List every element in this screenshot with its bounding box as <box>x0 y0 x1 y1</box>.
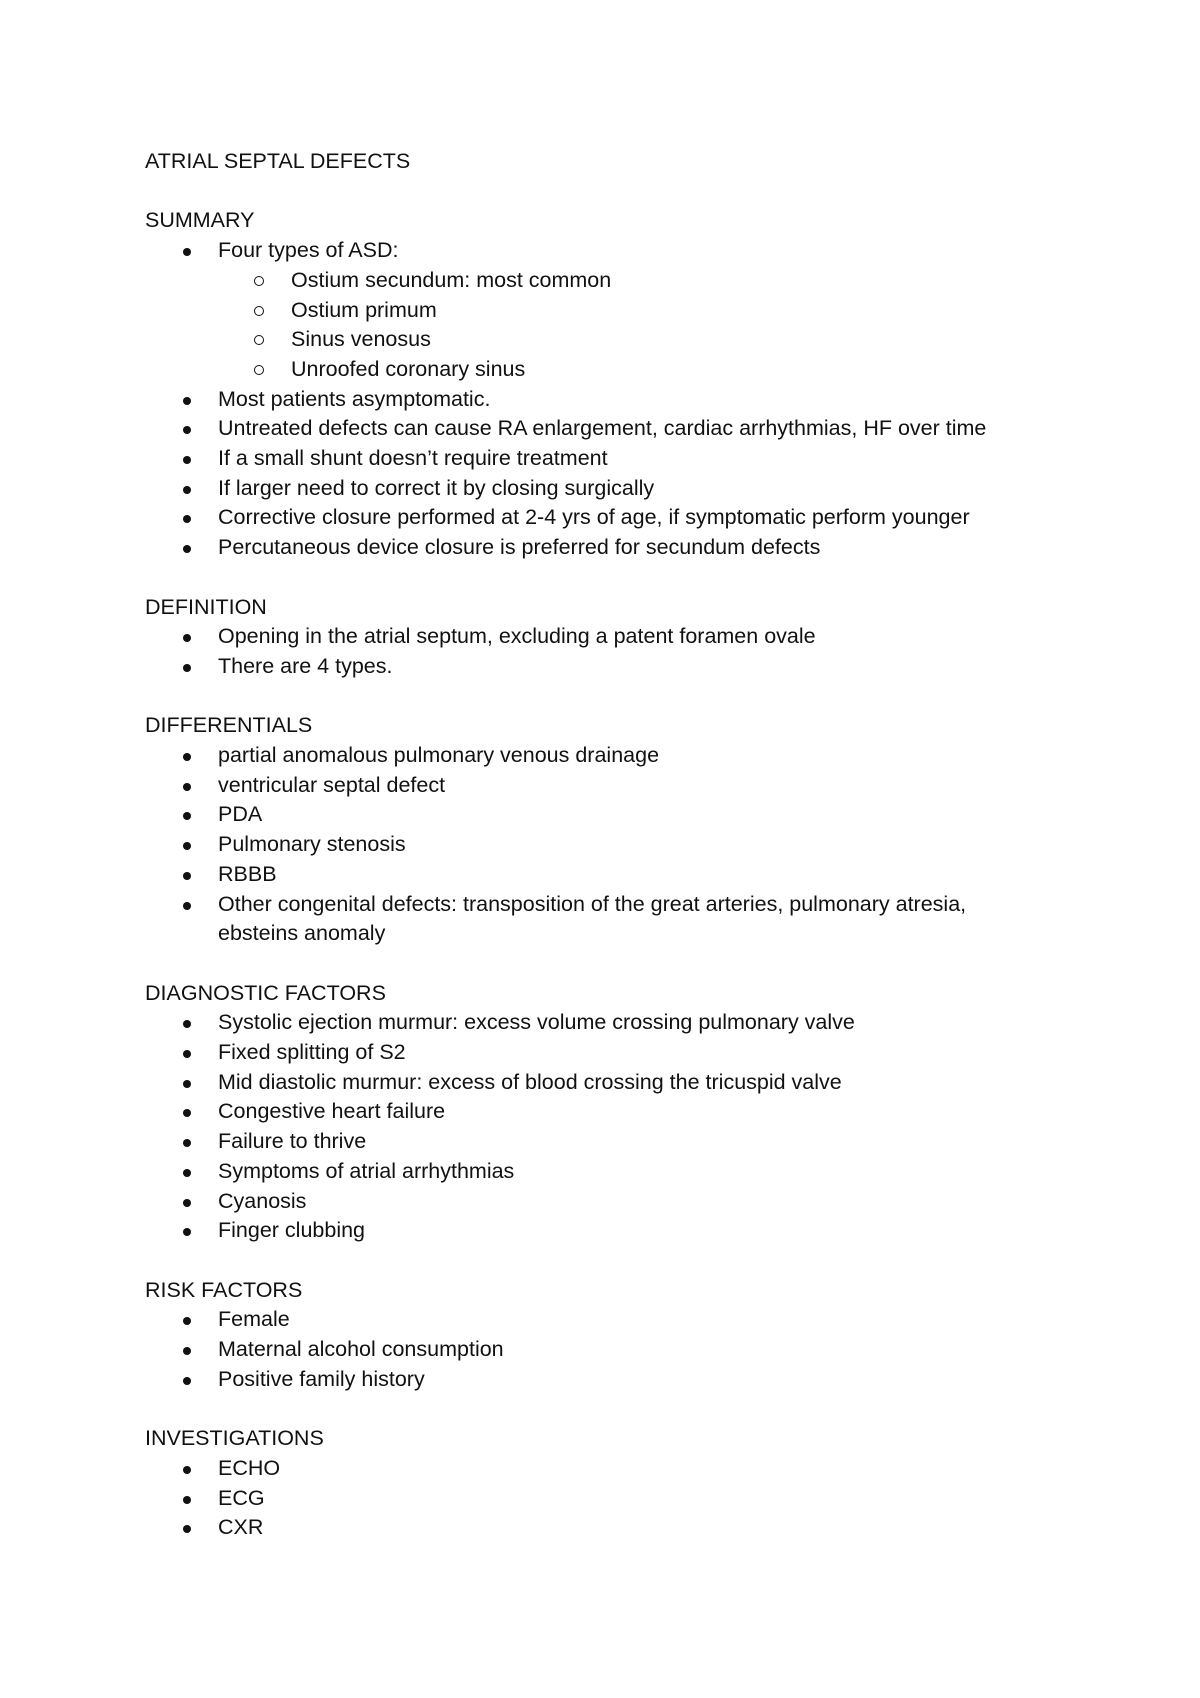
sub-list-item-text: Ostium secundum: most common <box>291 267 612 292</box>
bullet-icon <box>183 1169 191 1177</box>
sub-list-item <box>218 296 1045 326</box>
sub-list-item <box>218 266 1045 296</box>
list-item <box>145 1038 1045 1068</box>
sub-list-item <box>218 325 1045 355</box>
list-item <box>145 652 1045 682</box>
list-item-text: Percutaneous device closure is preferred for secundum defects <box>218 535 821 560</box>
circle-bullet-icon <box>254 365 264 375</box>
section-heading: DEFINITION <box>145 594 267 619</box>
section-heading: RISK FACTORS <box>145 1277 303 1302</box>
list-item <box>145 503 1045 533</box>
section-heading: SUMMARY <box>145 208 255 233</box>
bullet-icon <box>183 1139 191 1147</box>
circle-bullet-icon <box>254 276 264 286</box>
bullet-list <box>145 236 1045 563</box>
section-heading: DIAGNOSTIC FACTORS <box>145 980 386 1005</box>
circle-bullet-icon <box>254 306 264 316</box>
list-item-text: Corrective closure performed at 2-4 yrs of age, if symptomatic perform younger <box>218 505 970 530</box>
list-item <box>145 414 1045 444</box>
list-item-text: Untreated defects can cause RA enlargement, cardiac arrhythmias, HF over time <box>218 416 987 441</box>
circle-bullet-icon <box>254 335 264 345</box>
list-item <box>145 236 1045 385</box>
list-item <box>145 800 1045 830</box>
section-diagnostic-factors <box>145 979 1045 1246</box>
list-item <box>145 533 1045 563</box>
bullet-list <box>145 622 1045 681</box>
bullet-icon <box>183 397 191 405</box>
section-differentials <box>145 711 1045 949</box>
list-item <box>145 890 1045 949</box>
bullet-icon <box>183 1466 191 1474</box>
bullet-list <box>145 1454 1045 1543</box>
list-item-text: CXR <box>218 1515 264 1540</box>
list-item-text: Congestive heart failure <box>218 1099 446 1124</box>
list-item-text: Opening in the atrial septum, excluding a patent foramen ovale <box>218 624 816 649</box>
list-item <box>145 1216 1045 1246</box>
list-item-text: If larger need to correct it by closing surgically <box>218 475 655 500</box>
section-heading: DIFFERENTIALS <box>145 713 313 738</box>
section-risk-factors <box>145 1276 1045 1395</box>
list-item-text: Systolic ejection murmur: excess volume crossing pulmonary valve <box>218 1010 855 1035</box>
list-item-text: There are 4 types. <box>218 653 393 678</box>
list-item-text: If a small shunt doesn’t require treatment <box>218 446 608 471</box>
sub-list <box>218 266 1045 385</box>
list-item <box>145 1335 1045 1365</box>
list-item <box>145 1097 1045 1127</box>
bullet-icon <box>183 248 191 256</box>
bullet-icon <box>183 664 191 672</box>
sub-list-item-text: Ostium primum <box>291 297 437 322</box>
sub-list-item-text: Sinus venosus <box>291 327 431 352</box>
bullet-icon <box>183 1496 191 1504</box>
bullet-icon <box>183 872 191 880</box>
list-item-text: Cyanosis <box>218 1188 307 1213</box>
sub-list-item <box>218 355 1045 385</box>
document-body <box>145 147 1045 1543</box>
sub-list-item-text: Unroofed coronary sinus <box>291 356 526 381</box>
list-item-text: Mid diastolic murmur: excess of blood crossing the tricuspid valve <box>218 1069 842 1094</box>
bullet-list <box>145 1305 1045 1394</box>
bullet-icon <box>183 1525 191 1533</box>
bullet-icon <box>183 486 191 494</box>
bullet-icon <box>183 1228 191 1236</box>
list-item-text: Maternal alcohol consumption <box>218 1337 504 1362</box>
list-item <box>145 1187 1045 1217</box>
document-title: ATRIAL SEPTAL DEFECTS <box>145 149 411 173</box>
list-item <box>145 741 1045 771</box>
bullet-icon <box>183 515 191 523</box>
list-item-text: partial anomalous pulmonary venous drainage <box>218 743 660 768</box>
list-item <box>145 1157 1045 1187</box>
list-item-text: PDA <box>218 802 263 827</box>
list-item-text: Finger clubbing <box>218 1218 366 1243</box>
list-item-text: Failure to thrive <box>218 1129 367 1154</box>
bullet-icon <box>183 426 191 434</box>
bullet-icon <box>183 1080 191 1088</box>
bullet-icon <box>183 753 191 761</box>
bullet-list <box>145 741 1045 949</box>
list-item-text: Symptoms of atrial arrhythmias <box>218 1158 515 1183</box>
list-item <box>145 1454 1045 1484</box>
list-item <box>145 1008 1045 1038</box>
list-item <box>145 771 1045 801</box>
list-item-text: Four types of ASD: <box>218 238 399 263</box>
bullet-icon <box>183 1020 191 1028</box>
list-item <box>145 444 1045 474</box>
bullet-icon <box>183 783 191 791</box>
list-item-text: Positive family history <box>218 1366 425 1391</box>
bullet-icon <box>183 1199 191 1207</box>
section-summary <box>145 206 1045 562</box>
list-item <box>145 1068 1045 1098</box>
bullet-icon <box>183 1050 191 1058</box>
list-item-text: Other congenital defects: transposition of the great arteries, pulmonary atresia, ebsteins anomaly <box>218 891 967 946</box>
bullet-icon <box>183 1317 191 1325</box>
list-item <box>145 860 1045 890</box>
list-item <box>145 1305 1045 1335</box>
bullet-icon <box>183 1347 191 1355</box>
bullet-icon <box>183 545 191 553</box>
list-item-text: RBBB <box>218 861 277 886</box>
bullet-icon <box>183 902 191 910</box>
list-item <box>145 622 1045 652</box>
list-item <box>145 830 1045 860</box>
list-item-text: Most patients asymptomatic. <box>218 386 491 411</box>
bullet-icon <box>183 1377 191 1385</box>
section-definition <box>145 593 1045 682</box>
list-item-text: Fixed splitting of S2 <box>218 1040 406 1065</box>
list-item <box>145 1513 1045 1543</box>
list-item-text: Female <box>218 1307 290 1332</box>
list-item <box>145 1127 1045 1157</box>
bullet-list <box>145 1008 1045 1246</box>
bullet-icon <box>183 842 191 850</box>
bullet-icon <box>183 1109 191 1117</box>
list-item-text: Pulmonary stenosis <box>218 832 406 857</box>
list-item-text: ECG <box>218 1485 265 1510</box>
list-item <box>145 1365 1045 1395</box>
list-item <box>145 1484 1045 1514</box>
bullet-icon <box>183 456 191 464</box>
bullet-icon <box>183 634 191 642</box>
list-item-text: ventricular septal defect <box>218 772 446 797</box>
section-investigations <box>145 1424 1045 1543</box>
list-item-text: ECHO <box>218 1455 281 1480</box>
bullet-icon <box>183 812 191 820</box>
list-item <box>145 385 1045 415</box>
section-heading: INVESTIGATIONS <box>145 1426 324 1451</box>
list-item <box>145 474 1045 504</box>
